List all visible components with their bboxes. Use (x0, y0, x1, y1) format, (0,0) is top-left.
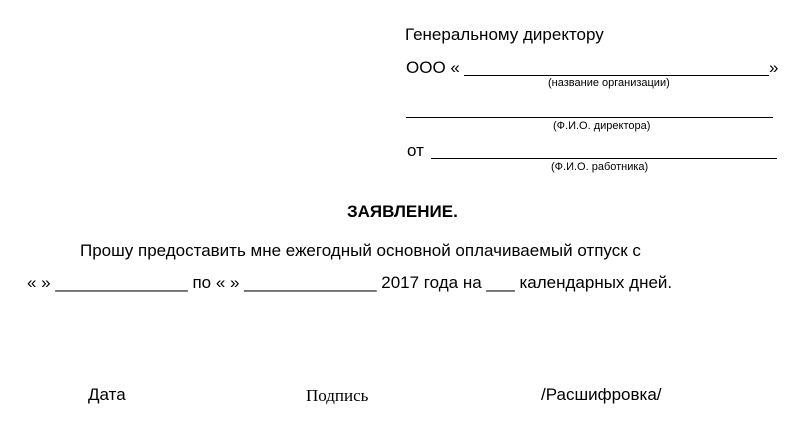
addressee-title: Генеральному директору (405, 25, 604, 44)
employee-name-line (431, 158, 777, 159)
request-text-line-1: Прошу предоставить мне ежегодный основной оплачиваемый отпуск с (80, 241, 641, 260)
org-prefix: ООО « (406, 58, 460, 77)
document-title: ЗАЯВЛЕНИЕ. (347, 202, 458, 221)
signature-label: Подпись (306, 386, 369, 405)
date-label: Дата (88, 385, 126, 404)
director-name-line (406, 117, 773, 118)
org-name-line (464, 75, 769, 76)
signature-decoding-label: /Расшифровка/ (541, 385, 662, 404)
request-text-line-2: « » ______________ по « » ______________ 2017 года на ___ календарных дней. (27, 273, 673, 292)
from-prefix: от (407, 141, 424, 160)
org-suffix: » (769, 58, 779, 77)
employee-name-caption: (Ф.И.О. работника) (551, 161, 649, 173)
director-name-caption: (Ф.И.О. директора) (553, 120, 651, 132)
org-name-caption: (название организации) (548, 77, 670, 89)
